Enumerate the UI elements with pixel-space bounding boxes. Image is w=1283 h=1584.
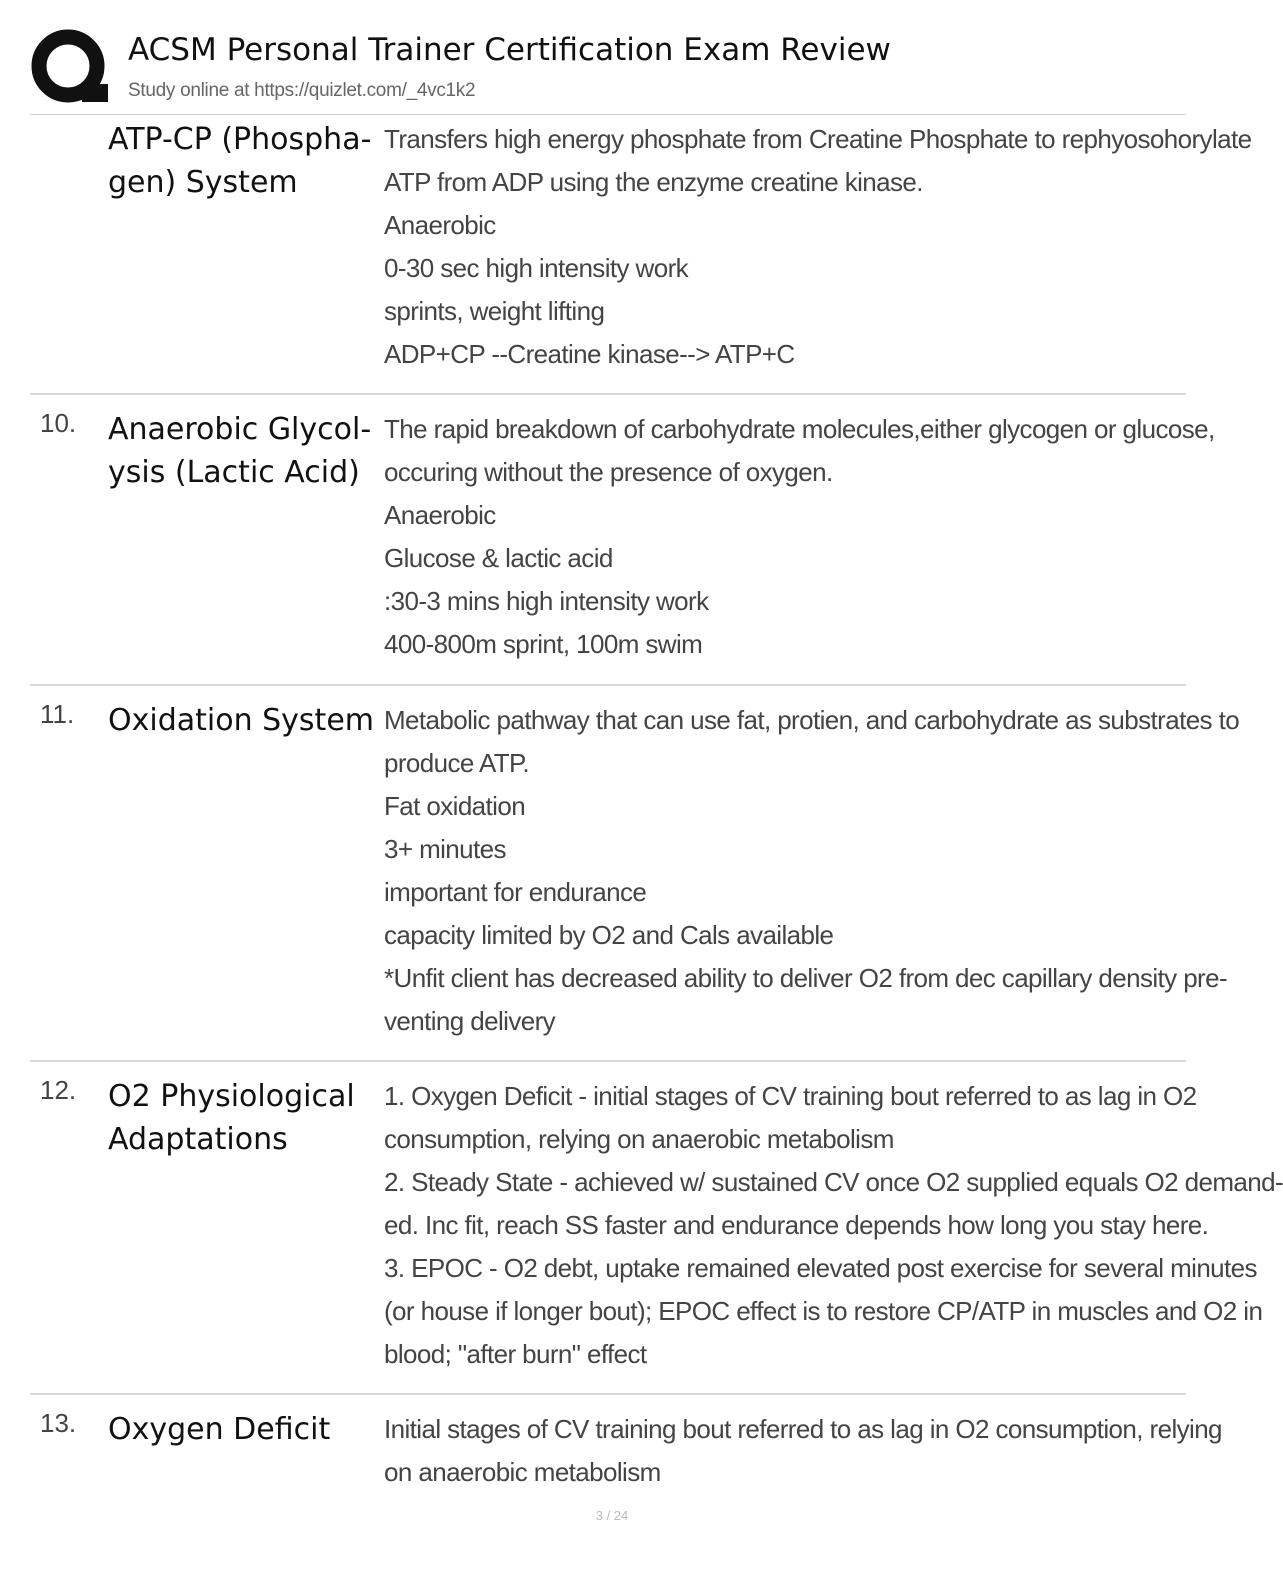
entry-definition xyxy=(384,699,1240,1043)
definition-line: 400-800m sprint, 100m swim xyxy=(384,629,703,659)
definition-line: produce ATP. xyxy=(384,748,530,778)
definition-line: Anaerobic xyxy=(384,500,496,530)
definition-line: Initial stages of CV training bout referred to as lag in O2 consumption, relying xyxy=(384,1414,1222,1444)
definition-line: sprints, weight lifting xyxy=(384,296,605,326)
definition-line: 2. Steady State - achieved w/ sustained CV once O2 supplied equals O2 demand- xyxy=(384,1167,1283,1197)
definition-line: ADP+CP --Creatine kinase--> ATP+C xyxy=(384,339,795,369)
definition-line: The rapid breakdown of carbohydrate molecules,either glycogen or glucose, xyxy=(384,414,1215,444)
entry-number: 11. xyxy=(40,699,75,729)
entry-divider xyxy=(30,684,1186,686)
definition-line: ed. Inc fit, reach SS faster and endurance depends how long you stay here. xyxy=(384,1210,1209,1240)
quizlet-logo-icon xyxy=(30,28,110,108)
entry-term: Oxidation System xyxy=(108,703,375,738)
definition-line: Metabolic pathway that can use fat, protien, and carbohydrate as substrates to xyxy=(384,705,1240,735)
definition-line: blood; "after burn" effect xyxy=(384,1339,647,1369)
definition-line: ATP from ADP using the enzyme creatine kinase. xyxy=(384,167,923,197)
entry-definition xyxy=(384,1075,1283,1376)
entry-definition xyxy=(384,408,1215,666)
entry-term: ATP-CP (Phospha-gen) System xyxy=(108,122,372,200)
definition-line: Glucose & lactic acid xyxy=(384,543,613,573)
definition-line: 3. EPOC - O2 debt, uptake remained elevated post exercise for several minutes xyxy=(384,1253,1257,1283)
definition-line: capacity limited by O2 and Cals available xyxy=(384,920,834,950)
definition-line: 0-30 sec high intensity work xyxy=(384,253,689,283)
study-online-link[interactable]: Study online at https://quizlet.com/_4vc1k2 xyxy=(128,80,476,101)
definition-line: occuring without the presence of oxygen. xyxy=(384,457,833,487)
entry-number: 10. xyxy=(40,408,77,438)
entry-term: O2 Physiological Adaptations xyxy=(108,1079,355,1157)
definition-line: 1. Oxygen Deficit - initial stages of CV training bout referred to as lag in O2 xyxy=(384,1081,1197,1111)
definition-line: Fat oxidation xyxy=(384,791,526,821)
entry-term: Oxygen Deficit xyxy=(108,1412,331,1447)
entry-term: Anaerobic Glycol-ysis (Lactic Acid) xyxy=(108,412,372,490)
definition-line: venting delivery xyxy=(384,1006,556,1036)
entry-divider xyxy=(30,1393,1186,1395)
definition-line: 3+ minutes xyxy=(384,834,506,864)
definition-line: Transfers high energy phosphate from Creatine Phosphate to rephyosohorylate xyxy=(384,124,1252,154)
page-header xyxy=(30,28,1190,114)
header-divider xyxy=(30,114,1186,115)
definition-line: on anaerobic metabolism xyxy=(384,1457,661,1487)
definition-line: *Unfit client has decreased ability to deliver O2 from dec capillary density pre- xyxy=(384,963,1228,993)
document-title: ACSM Personal Trainer Certification Exam Review xyxy=(128,32,891,68)
entry-definition xyxy=(384,118,1252,376)
definition-line: consumption, relying on anaerobic metabolism xyxy=(384,1124,894,1154)
entry-divider xyxy=(30,1060,1186,1062)
definition-line: :30-3 mins high intensity work xyxy=(384,586,709,616)
page-number: 3 / 24 xyxy=(595,1508,629,1523)
entry-number: 13. xyxy=(40,1408,77,1438)
entry-divider xyxy=(30,393,1186,395)
entry-number: 12. xyxy=(40,1075,77,1105)
definition-line: (or house if longer bout); EPOC effect is to restore CP/ATP in muscles and O2 in xyxy=(384,1296,1263,1326)
definition-line: important for endurance xyxy=(384,877,647,907)
definition-line: Anaerobic xyxy=(384,210,496,240)
entry-definition xyxy=(384,1408,1222,1494)
